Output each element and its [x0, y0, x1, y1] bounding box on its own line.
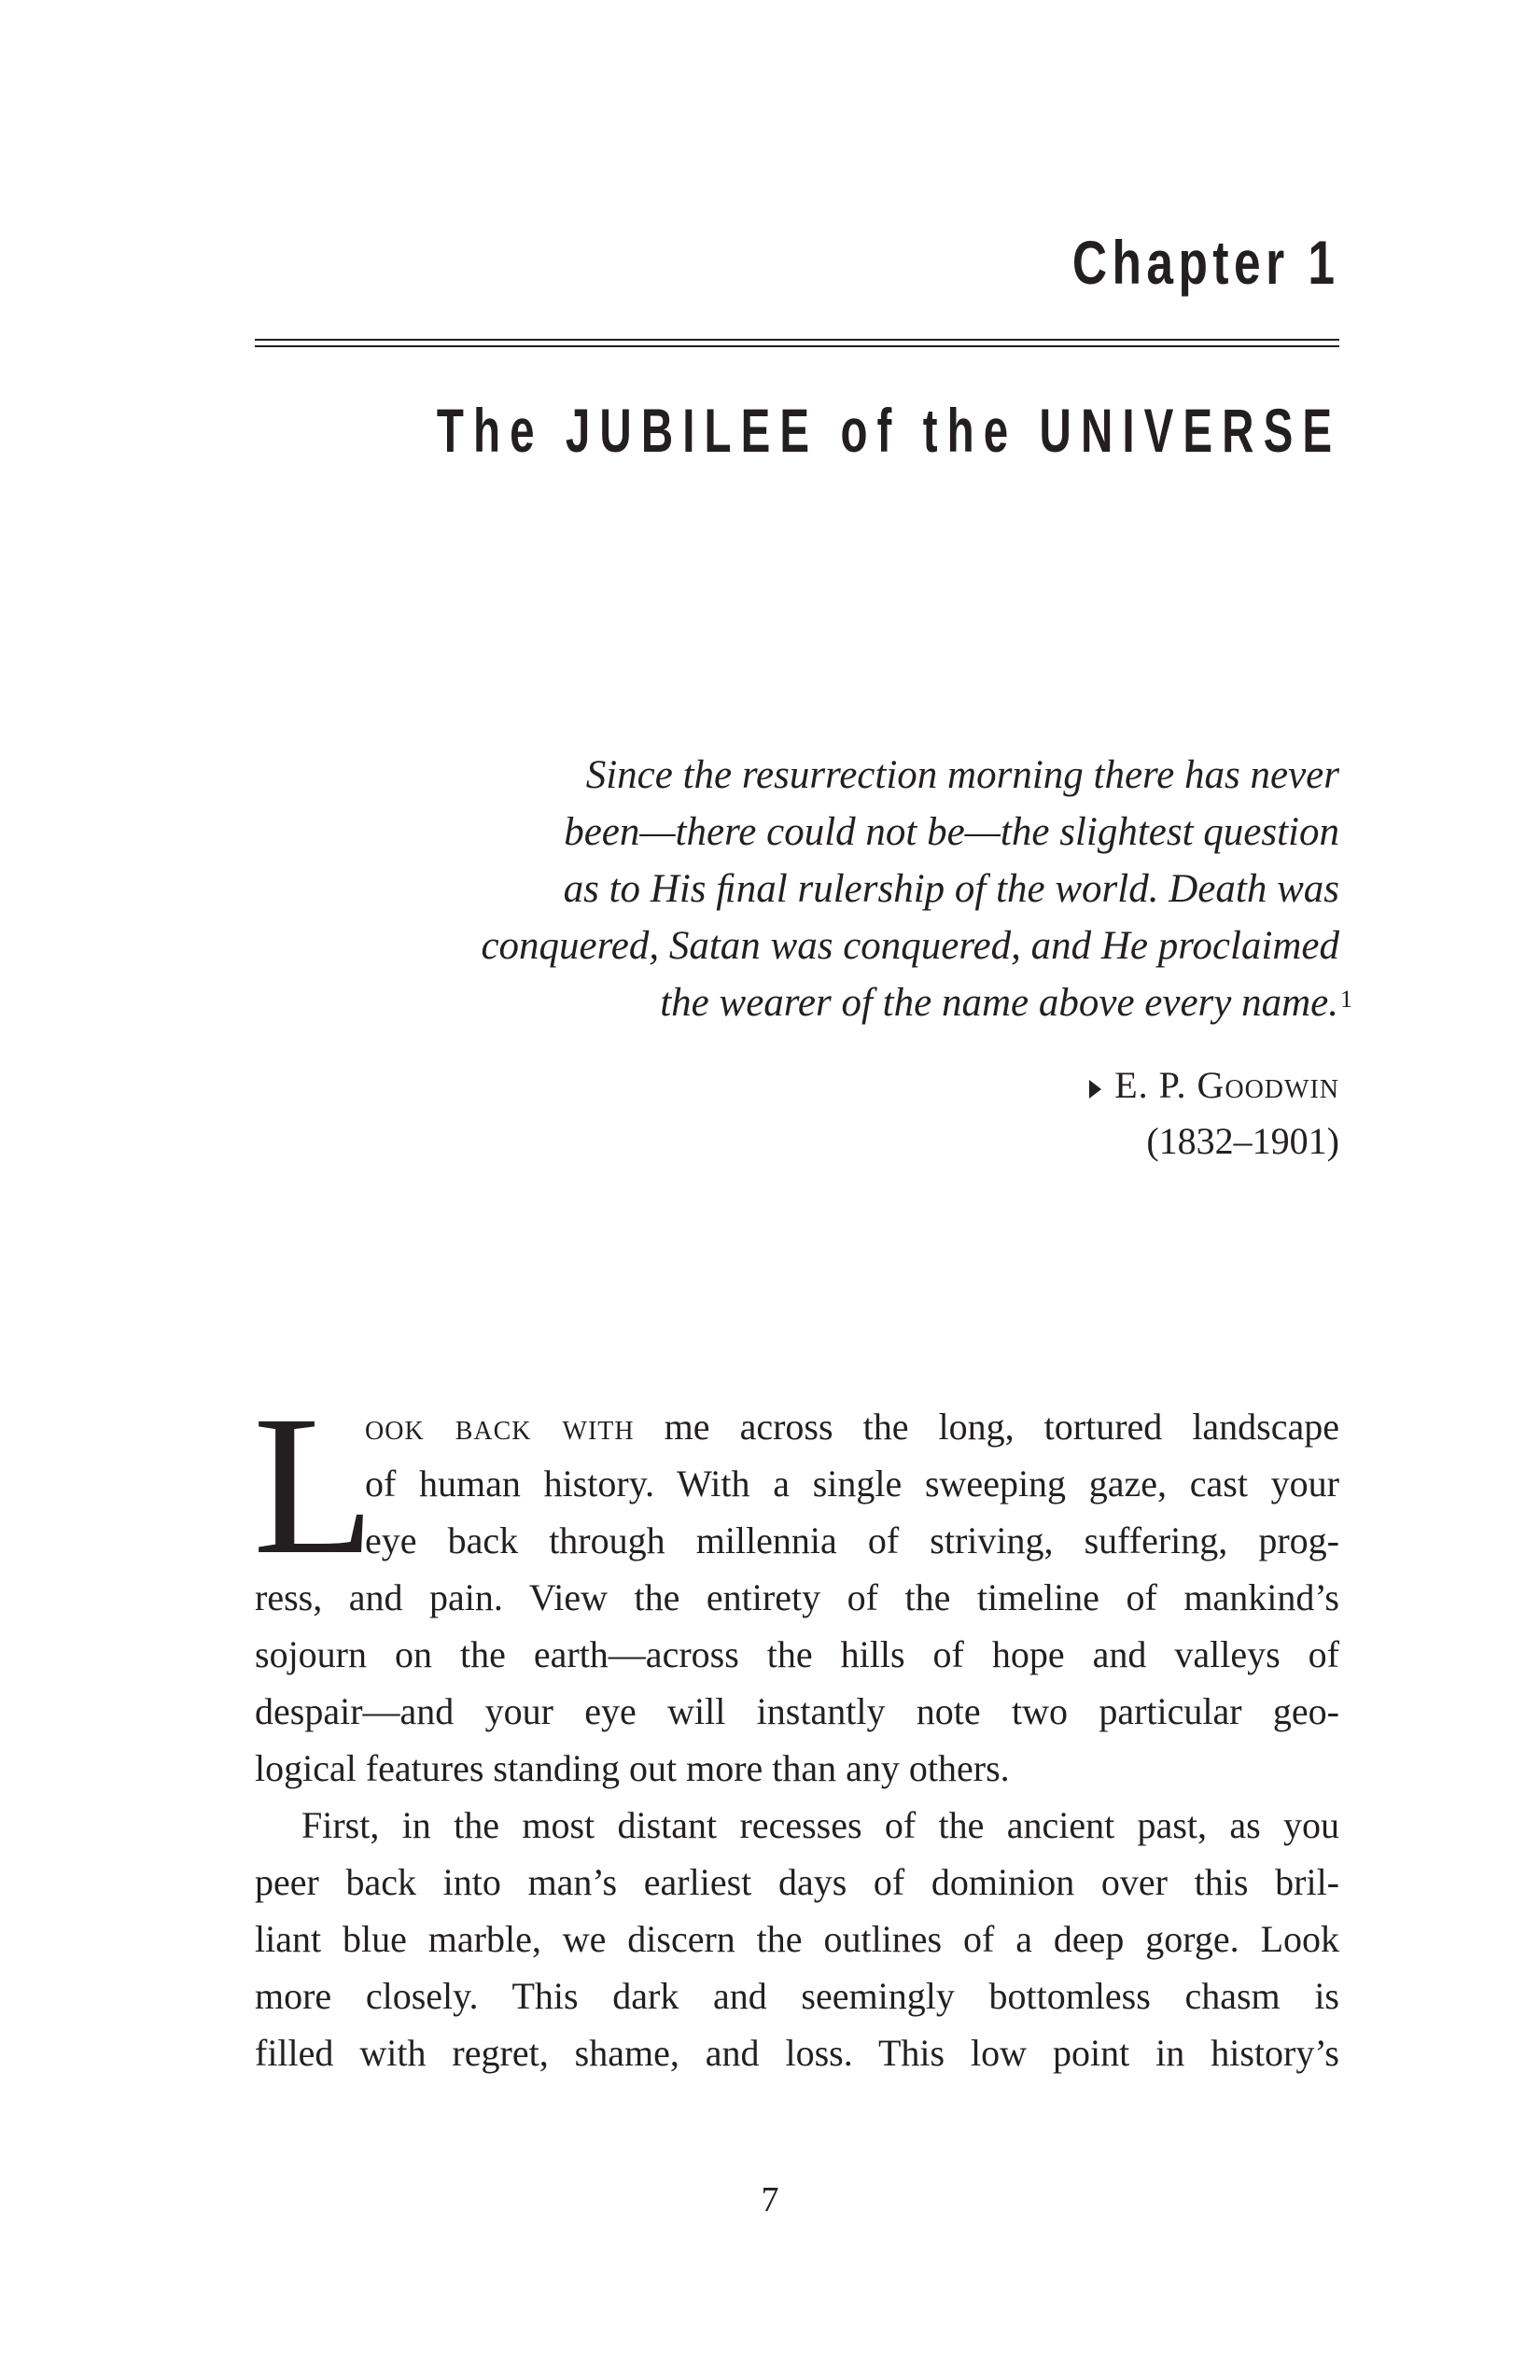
epigraph-attribution: [1089, 1057, 1339, 1169]
attribution-author: E. P. Goodwin: [1114, 1064, 1339, 1106]
epigraph-line: conquered, Satan was conquered, and He proclaimed: [481, 924, 1339, 968]
paragraph-1: [253, 1375, 1340, 1797]
epigraph-line: Since the resurrection morning there has never: [585, 753, 1339, 797]
chapter-number: Chapter 1: [1071, 228, 1339, 297]
paragraph-line: [365, 1398, 1339, 1455]
drop-cap: L: [253, 1375, 375, 1596]
body-text: [253, 1375, 1340, 2081]
epigraph-quote: [406, 747, 1352, 1031]
paragraph-line: filled with regret, shame, and loss. This low point in history’s: [255, 2032, 1339, 2074]
paragraph-line: more closely. This dark and seemingly bottomless chasm is: [255, 1975, 1339, 2017]
footnote-reference: 1: [1340, 986, 1352, 1013]
epigraph-line-text: the wearer of the name above every name.: [660, 981, 1338, 1025]
paragraph-line: despair—and your eye will instantly note two particular geo-: [255, 1690, 1339, 1732]
attribution-dates: (1832–1901): [1146, 1120, 1339, 1162]
paragraph-line: peer back into man’s earliest days of dominion over this bril-: [255, 1861, 1339, 1903]
arrow-right-icon: [1089, 1080, 1101, 1099]
paragraph-line: logical features standing out more than any others.: [255, 1747, 1010, 1789]
paragraph-line: First, in the most distant recesses of the ancient past, as you: [301, 1804, 1339, 1846]
epigraph-line: as to His ﬁnal rulership of the world. Death was: [563, 867, 1339, 911]
lead-in-rest: me across the long, tortured landscape: [634, 1406, 1340, 1448]
paragraph-line: eye back through millennia of striving, suffering, prog-: [365, 1519, 1339, 1561]
page-number: 7: [761, 2180, 779, 2219]
paragraph-line: sojourn on the earth—across the hills of hope and valleys of: [255, 1633, 1339, 1675]
chapter-double-rule: [255, 339, 1339, 347]
chapter-title: The JUBILEE of the UNIVERSE: [436, 396, 1341, 465]
paragraph-2: [255, 1797, 1339, 2081]
epigraph-line: been—there could not be—the slightest question: [564, 810, 1339, 854]
paragraph-line: liant blue marble, we discern the outlines of a deep gorge. Look: [255, 1918, 1339, 1960]
epigraph-line-last: [406, 974, 1352, 1031]
lead-in-smallcaps: ook back with: [365, 1406, 635, 1448]
paragraph-line: ress, and pain. View the entirety of the timeline of mankind’s: [255, 1576, 1339, 1618]
attribution-author-line: [1089, 1057, 1339, 1113]
paragraph-line: of human history. With a single sweeping gaze, cast your: [365, 1463, 1339, 1505]
